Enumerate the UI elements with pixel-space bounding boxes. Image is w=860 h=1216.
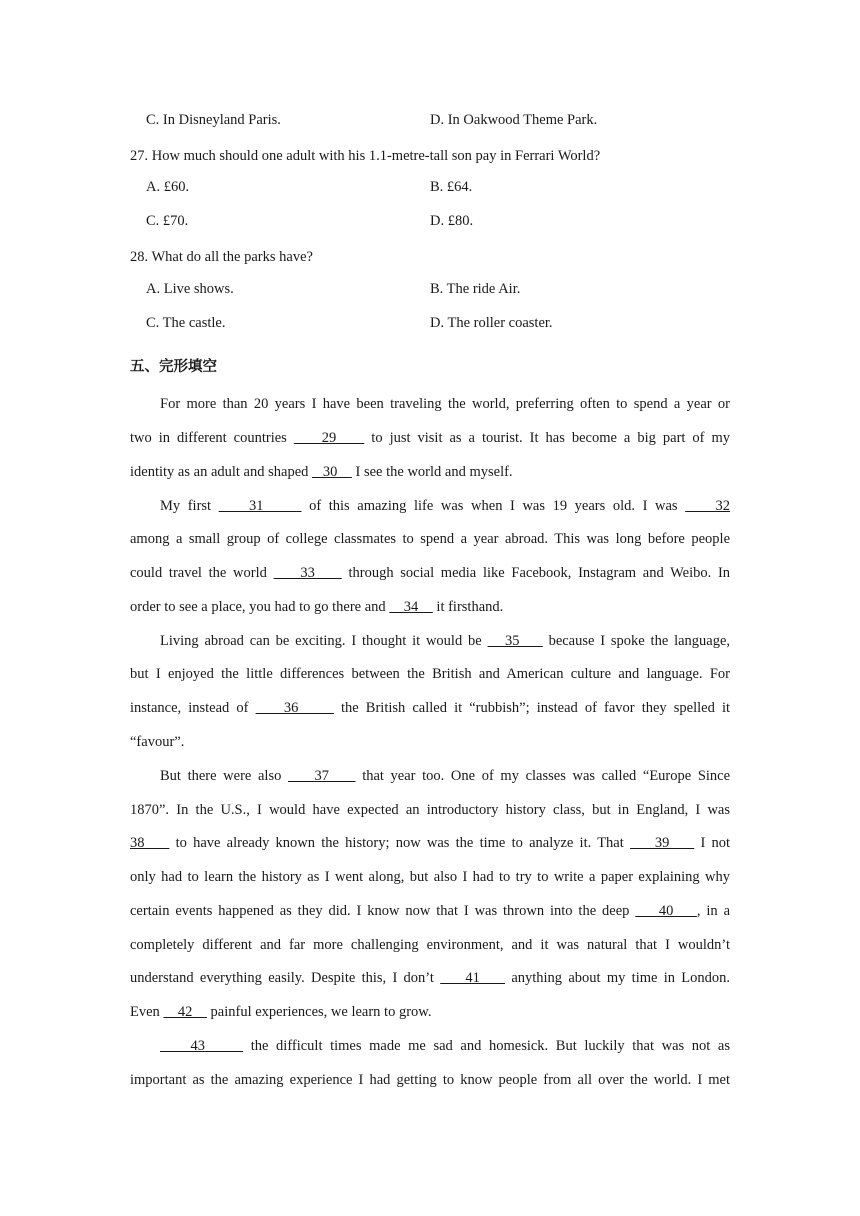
q28-option-c: C. The castle. — [146, 315, 226, 331]
q27-option-b: B. £64. — [430, 179, 473, 195]
q28-option-b: B. The ride Air. — [430, 281, 521, 297]
passage-line: order to see a place, you had to go there and 34 it firsthand. — [130, 599, 504, 615]
blank-41: 41 — [440, 970, 506, 986]
q26-option-d: D. In Oakwood Theme Park. — [430, 112, 598, 128]
q28-options-cd — [146, 315, 746, 335]
passage-line: “favour”. — [130, 734, 185, 750]
passage-line: Even 42 painful experiences, we learn to grow. — [130, 1004, 432, 1020]
passage-line: But there were also 37 that year too. One of my classes was called “Europe Since — [160, 768, 731, 784]
passage-line: For more than 20 years I have been traveling the world, preferring often to spend a year or — [160, 396, 730, 412]
q28-options-ab — [146, 281, 746, 301]
blank-33: 33 — [273, 565, 342, 581]
q28-stem: 28. What do all the parks have? — [130, 249, 313, 265]
q26-option-c: C. In Disneyland Paris. — [146, 112, 281, 128]
passage-line: instance, instead of 36 the British called it “rubbish”; instead of favor they spelled it — [130, 700, 730, 716]
q28-option-d: D. The roller coaster. — [430, 315, 553, 331]
passage-line: only had to learn the history as I went along, but also I had to try to write a paper explaining why — [130, 869, 730, 885]
blank-35: 35 — [487, 633, 543, 649]
blank-34: 34 — [389, 599, 433, 615]
blank-32: 32 — [685, 498, 731, 514]
blank-39: 39 — [630, 835, 695, 851]
passage-line: My first 31 of this amazing life was when I was 19 years old. I was 32 — [160, 498, 731, 514]
q27-option-a: A. £60. — [146, 179, 190, 195]
blank-30: 30 — [312, 464, 352, 480]
q27-stem: 27. How much should one adult with his 1.1-metre-tall son pay in Ferrari World? — [130, 148, 601, 164]
passage-line: completely different and far more challenging environment, and it was natural that I wouldn’t — [130, 937, 730, 953]
passage-line: could travel the world 33 through social media like Facebook, Instagram and Weibo. In — [130, 565, 731, 581]
q27-options-ab — [146, 179, 746, 199]
passage-line: Living abroad can be exciting. I thought it would be 35 because I spoke the language, — [160, 633, 731, 649]
passage-line: certain events happened as they did. I know now that I was thrown into the deep 40 , in a — [130, 903, 731, 919]
passage-line: 1870”. In the U.S., I would have expected an introductory history class, but in England, I was — [130, 802, 730, 818]
blank-40: 40 — [635, 903, 697, 919]
q27-option-c: C. £70. — [146, 213, 189, 229]
passage-line: understand everything easily. Despite this, I don’t 41 anything about my time in London. — [130, 970, 731, 986]
blank-42: 42 — [163, 1004, 207, 1020]
blank-38: 38 — [130, 835, 170, 851]
blank-37: 37 — [288, 768, 356, 784]
q28-option-a: A. Live shows. — [146, 281, 234, 297]
passage-line: important as the amazing experience I had getting to know people from all over the world. I met — [130, 1072, 730, 1088]
blank-29: 29 — [293, 430, 365, 446]
passage-line: two in different countries 29 to just visit as a tourist. It has become a big part of my — [130, 430, 731, 446]
blank-31: 31 — [218, 498, 302, 514]
blank-43: 43 — [160, 1038, 244, 1054]
q27-options-cd — [146, 213, 746, 233]
passage-line: among a small group of college classmates to spend a year abroad. This was long before people — [130, 531, 730, 547]
passage-line: 43 the difficult times made me sad and homesick. But luckily that was not as — [160, 1038, 731, 1054]
passage-line: 38 to have already known the history; now was the time to analyze it. That 39 I not — [130, 835, 731, 851]
q26-options-cd — [146, 112, 746, 132]
section-title: 五、完形填空 — [130, 359, 217, 375]
passage-line: but I enjoyed the little differences between the British and American culture and language. For — [130, 666, 730, 682]
passage-line: identity as an adult and shaped 30 I see the world and myself. — [130, 464, 513, 480]
q27-option-d: D. £80. — [430, 213, 474, 229]
blank-36: 36 — [255, 700, 334, 716]
